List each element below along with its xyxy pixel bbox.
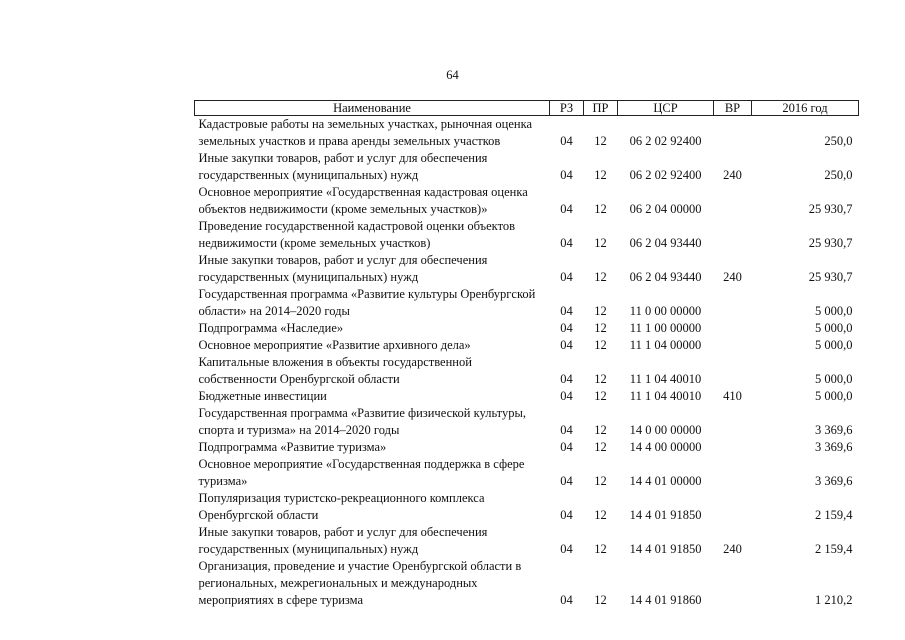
cell-vr <box>714 558 752 609</box>
cell-sum: 3 369,6 <box>815 474 853 488</box>
cell-sum: 3 369,6 <box>815 440 853 454</box>
cell-name: Основное мероприятие «Государственная кадастровая оценка объектов недвижимости (кроме земельных участков)» <box>198 185 528 216</box>
cell-name: Организация, проведение и участие Оренбургской области в региональных, межрегиональных и международных мероприятиях в сфере туризма <box>198 559 522 607</box>
cell-vr <box>714 116 752 151</box>
cell-csr: 14 4 00 00000 <box>629 440 702 454</box>
cell-csr: 11 1 04 40010 <box>629 372 702 386</box>
cell-sum: 5 000,0 <box>815 372 853 386</box>
cell-sum: 250,0 <box>824 168 853 182</box>
cell-rz: 04 <box>560 542 573 556</box>
cell-name: Государственная программа «Развитие физической культуры, спорта и туризма» на 2014–2020 годы <box>198 406 527 437</box>
table-row <box>195 252 859 286</box>
cell-pr: 12 <box>594 270 607 284</box>
cell-pr: 12 <box>594 338 607 352</box>
cell-vr: 410 <box>723 389 742 403</box>
table-row <box>195 354 859 388</box>
cell-vr <box>714 456 752 490</box>
cell-csr: 06 2 02 92400 <box>629 134 702 148</box>
cell-sum: 250,0 <box>824 134 853 148</box>
cell-vr <box>714 184 752 218</box>
cell-rz: 04 <box>560 168 573 182</box>
header-csr: ЦСР <box>618 101 714 116</box>
table-row <box>195 320 859 337</box>
cell-vr <box>714 320 752 337</box>
cell-pr: 12 <box>594 236 607 250</box>
header-rz: РЗ <box>550 101 584 116</box>
header-sum: 2016 год <box>752 101 859 116</box>
cell-sum: 25 930,7 <box>808 270 853 284</box>
cell-sum: 2 159,4 <box>815 542 853 556</box>
cell-name: Капитальные вложения в объекты государственной собственности Оренбургской области <box>198 355 472 386</box>
cell-csr: 06 2 04 00000 <box>629 202 702 216</box>
cell-name: Иные закупки товаров, работ и услуг для обеспечения государственных (муниципальных) нужд <box>198 151 488 182</box>
table-row <box>195 405 859 439</box>
cell-pr: 12 <box>594 474 607 488</box>
cell-name: Бюджетные инвестиции <box>198 389 327 403</box>
cell-csr: 14 4 01 91850 <box>629 542 702 556</box>
cell-vr <box>714 405 752 439</box>
cell-csr: 06 2 04 93440 <box>629 236 702 250</box>
table-row <box>195 388 859 405</box>
cell-pr: 12 <box>594 304 607 318</box>
cell-pr: 12 <box>594 168 607 182</box>
cell-sum: 25 930,7 <box>808 202 853 216</box>
cell-name: Иные закупки товаров, работ и услуг для обеспечения государственных (муниципальных) нужд <box>198 253 488 284</box>
cell-name: Подпрограмма «Развитие туризма» <box>198 440 387 454</box>
cell-csr: 14 4 01 91860 <box>629 593 702 607</box>
cell-csr: 11 0 00 00000 <box>629 304 702 318</box>
cell-csr: 06 2 04 93440 <box>629 270 702 284</box>
cell-pr: 12 <box>594 321 607 335</box>
cell-sum: 3 369,6 <box>815 423 853 437</box>
cell-name: Основное мероприятие «Развитие архивного дела» <box>198 338 471 352</box>
cell-pr: 12 <box>594 423 607 437</box>
cell-pr: 12 <box>594 593 607 607</box>
cell-vr <box>714 490 752 524</box>
table-row <box>195 218 859 252</box>
cell-rz: 04 <box>560 134 573 148</box>
cell-rz: 04 <box>560 372 573 386</box>
cell-rz: 04 <box>560 440 573 454</box>
header-vr: ВР <box>714 101 752 116</box>
cell-rz: 04 <box>560 423 573 437</box>
cell-vr <box>714 354 752 388</box>
cell-sum: 5 000,0 <box>815 321 853 335</box>
cell-name: Кадастровые работы на земельных участках, рыночная оценка земельных участков и права аренды земельных участков <box>198 117 533 148</box>
cell-sum: 5 000,0 <box>815 389 853 403</box>
cell-name: Подпрограмма «Наследие» <box>198 321 344 335</box>
table-row <box>195 558 859 609</box>
table-row <box>195 337 859 354</box>
cell-sum: 5 000,0 <box>815 304 853 318</box>
header-pr: ПР <box>584 101 618 116</box>
cell-rz: 04 <box>560 508 573 522</box>
table-header <box>195 101 859 116</box>
budget-table <box>194 100 859 609</box>
table-row <box>195 524 859 558</box>
cell-name: Иные закупки товаров, работ и услуг для обеспечения государственных (муниципальных) нужд <box>198 525 488 556</box>
cell-pr: 12 <box>594 202 607 216</box>
page-number: 64 <box>446 68 459 82</box>
cell-vr <box>714 286 752 320</box>
cell-rz: 04 <box>560 304 573 318</box>
table-row <box>195 116 859 151</box>
cell-name: Основное мероприятие «Государственная поддержка в сфере туризма» <box>198 457 525 488</box>
cell-sum: 1 210,2 <box>815 593 853 607</box>
table-row <box>195 184 859 218</box>
cell-vr: 240 <box>723 168 742 182</box>
cell-vr: 240 <box>723 542 742 556</box>
cell-name: Государственная программа «Развитие культуры Оренбургской области» на 2014–2020 годы <box>198 287 536 318</box>
cell-rz: 04 <box>560 202 573 216</box>
cell-csr: 06 2 02 92400 <box>629 168 702 182</box>
cell-pr: 12 <box>594 440 607 454</box>
cell-rz: 04 <box>560 474 573 488</box>
table-row <box>195 286 859 320</box>
header-name: Наименование <box>195 101 550 116</box>
cell-name: Популяризация туристско-рекреационного комплекса Оренбургской области <box>198 491 485 522</box>
cell-name: Проведение государственной кадастровой оценки объектов недвижимости (кроме земельных участков) <box>198 219 516 250</box>
cell-sum: 2 159,4 <box>815 508 853 522</box>
cell-pr: 12 <box>594 508 607 522</box>
cell-csr: 11 1 00 00000 <box>629 321 702 335</box>
cell-sum: 5 000,0 <box>815 338 853 352</box>
cell-pr: 12 <box>594 542 607 556</box>
table-row <box>195 456 859 490</box>
cell-csr: 14 4 01 91850 <box>629 508 702 522</box>
cell-pr: 12 <box>594 372 607 386</box>
cell-csr: 14 0 00 00000 <box>629 423 702 437</box>
table-row <box>195 490 859 524</box>
cell-rz: 04 <box>560 236 573 250</box>
cell-csr: 11 1 04 40010 <box>629 389 702 403</box>
cell-pr: 12 <box>594 389 607 403</box>
cell-sum: 25 930,7 <box>808 236 853 250</box>
cell-rz: 04 <box>560 389 573 403</box>
header-row <box>195 101 859 116</box>
cell-csr: 14 4 01 00000 <box>629 474 702 488</box>
table-row <box>195 150 859 184</box>
cell-vr: 240 <box>723 270 742 284</box>
cell-rz: 04 <box>560 593 573 607</box>
cell-rz: 04 <box>560 321 573 335</box>
cell-rz: 04 <box>560 270 573 284</box>
cell-csr: 11 1 04 00000 <box>629 338 702 352</box>
cell-vr <box>714 439 752 456</box>
table-body <box>195 116 859 610</box>
cell-rz: 04 <box>560 338 573 352</box>
table-row <box>195 439 859 456</box>
cell-vr <box>714 337 752 354</box>
cell-pr: 12 <box>594 134 607 148</box>
cell-vr <box>714 218 752 252</box>
